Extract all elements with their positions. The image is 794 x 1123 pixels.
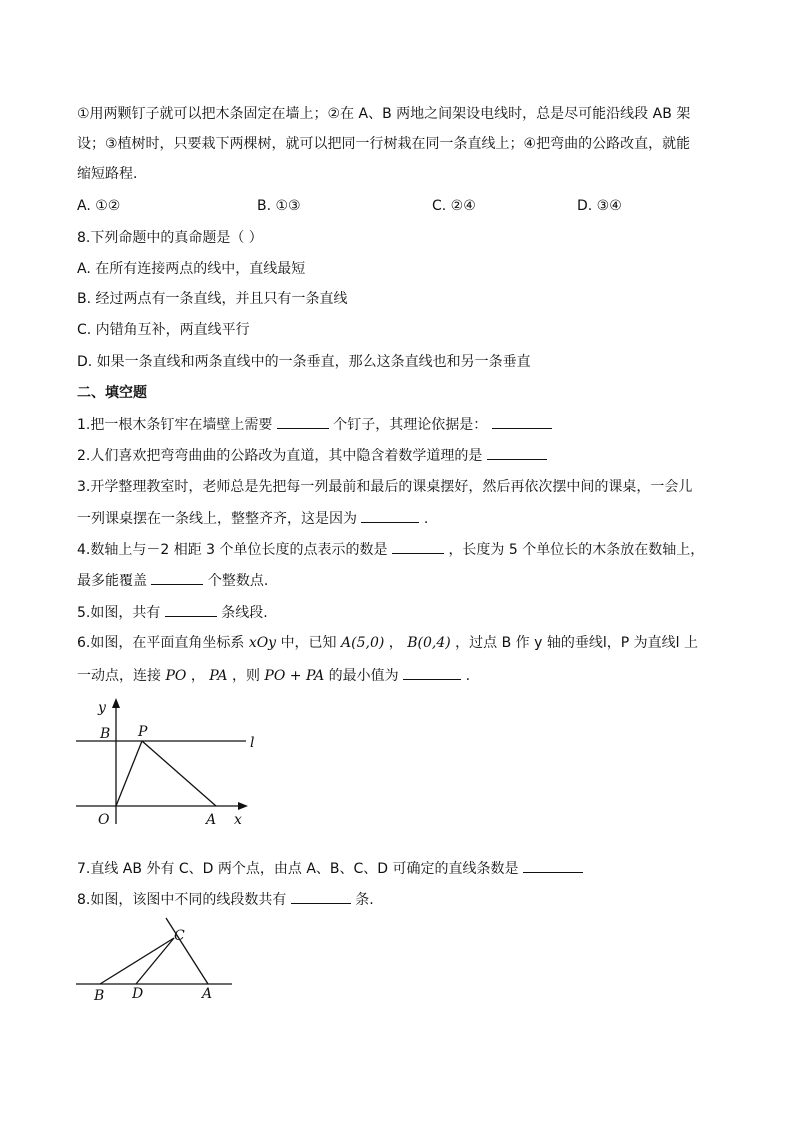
- q3-text-c: .: [423, 511, 429, 527]
- fill-q1: [77, 414, 552, 435]
- answer-blank: [403, 665, 461, 680]
- q4-text-c: 最多能覆盖: [77, 573, 147, 589]
- segment-ca: [166, 918, 208, 984]
- answer-blank: [492, 414, 552, 429]
- segment-figure: [70, 914, 240, 1004]
- q6-text-g: ，则: [231, 668, 260, 684]
- fill-q4-line-1: [77, 539, 704, 560]
- q8-stem: 8.下列命题中的真命题是（ ）: [77, 230, 263, 246]
- q4-text-b: ，长度为 5 个单位长的木条放在数轴上，: [448, 542, 705, 558]
- label-c: C: [174, 928, 185, 944]
- section-title: 二、填空题: [77, 385, 147, 401]
- q6-text-a: 6.如图，在平面直角坐标系: [77, 635, 245, 651]
- option-a: A. ①②: [77, 198, 121, 214]
- q6-text-f: ，: [190, 668, 205, 684]
- answer-blank: [361, 508, 419, 523]
- label-b: B: [100, 726, 111, 742]
- fill-q3-line-2: [77, 508, 428, 529]
- q6-po: PO: [165, 668, 187, 684]
- q3-text-b: 一列课桌摆在一条线上，整整齐齐，这是因为: [77, 511, 357, 527]
- intro-line-2: 设；③植树时，只要栽下两棵树，就可以把同一行树栽在同一条直线上；④把弯曲的公路改直，就能: [77, 136, 691, 152]
- fill-q4-line-2: [77, 570, 268, 591]
- fill-q5: [77, 602, 268, 623]
- fill-q3-line-1: 3.开学整理教室时，老师总是先把每一列最前和最后的课桌摆好，然后再依次摆中间的课桌，一会儿: [77, 479, 693, 495]
- q6-point-b: B(0,4): [407, 635, 451, 651]
- label-l: l: [250, 735, 255, 751]
- x-arrow: [238, 802, 248, 810]
- q8-text-a: 8.如图，该图中不同的线段数共有: [77, 892, 287, 908]
- answer-blank: [151, 570, 203, 585]
- label-y: y: [98, 700, 106, 716]
- q1-text-b: 个钉子，其理论依据是：: [333, 417, 488, 433]
- coordinate-figure: [70, 696, 260, 830]
- fill-q6-line-2: [77, 665, 470, 686]
- q8-option-c: C. 内错角互补，两直线平行: [77, 322, 250, 338]
- label-x: x: [234, 812, 242, 828]
- q5-text-b: 条线段.: [221, 605, 268, 621]
- segment-op: [116, 741, 142, 806]
- fill-q8: [77, 889, 374, 910]
- q5-text-a: 5.如图，共有: [77, 605, 161, 621]
- answer-blank: [277, 414, 329, 429]
- q6-text-e: 一动点，连接: [77, 668, 161, 684]
- q6-point-a: A(5,0): [341, 635, 385, 651]
- answer-blank: [291, 889, 351, 904]
- y-arrow: [112, 698, 120, 708]
- q6-text-b: 中，已知: [280, 635, 337, 651]
- fill-q7: [77, 858, 583, 879]
- label-a: A: [202, 986, 213, 1002]
- option-d: D. ③④: [577, 198, 622, 214]
- fill-q6-line-1: [77, 633, 698, 653]
- option-b: B. ①③: [257, 198, 301, 214]
- label-d: D: [132, 986, 144, 1002]
- label-a: A: [206, 812, 217, 828]
- q6-text-h: 的最小值为: [328, 668, 399, 684]
- label-p: P: [138, 724, 148, 740]
- q6-xoy: xOy: [248, 635, 277, 651]
- answer-blank: [165, 602, 217, 617]
- q1-text-a: 1.把一根木条钉牢在墙壁上需要: [77, 417, 273, 433]
- q2-text-a: 2.人们喜欢把弯弯曲曲的公路改为直道，其中隐含着数学道理的是: [77, 448, 483, 464]
- q4-text-d: 个整数点.: [207, 573, 269, 589]
- q6-text-d: ，过点 B 作 y 轴的垂线l，P 为直线l 上: [455, 635, 698, 651]
- answer-blank: [392, 539, 444, 554]
- fill-q2: [77, 445, 547, 466]
- option-c: C. ②④: [432, 198, 476, 214]
- q6-text-c: ，: [388, 635, 403, 651]
- q6-pa: PA: [209, 668, 228, 684]
- label-b: B: [94, 988, 105, 1004]
- answer-blank: [523, 858, 583, 873]
- q6-text-i: .: [465, 668, 471, 684]
- q7-text-a: 7.直线 AB 外有 C、D 两个点，由点 A、B、C、D 可确定的直线条数是: [77, 861, 519, 877]
- q6-sum: PO + PA: [264, 668, 325, 684]
- q8-option-a: A. 在所有连接两点的线中，直线最短: [77, 261, 306, 277]
- q8-option-b: B. 经过两点有一条直线，并且只有一条直线: [77, 291, 348, 307]
- answer-blank: [487, 445, 547, 460]
- segment-cd: [136, 938, 174, 984]
- segment-cb: [100, 938, 174, 984]
- q8-option-d: D. 如果一条直线和两条直线中的一条垂直，那么这条直线也和另一条垂直: [77, 354, 531, 370]
- intro-line-1: ①用两颗钉子就可以把木条固定在墙上；②在 A、B 两地之间架设电线时，总是尽可能沿线段 AB 架: [77, 106, 691, 122]
- segment-pa: [142, 741, 216, 806]
- intro-line-3: 缩短路程.: [77, 166, 138, 182]
- label-o: O: [98, 812, 110, 828]
- q8-text-b: 条.: [355, 892, 374, 908]
- q4-text-a: 4.数轴上与－2 相距 3 个单位长度的点表示的数是: [77, 542, 388, 558]
